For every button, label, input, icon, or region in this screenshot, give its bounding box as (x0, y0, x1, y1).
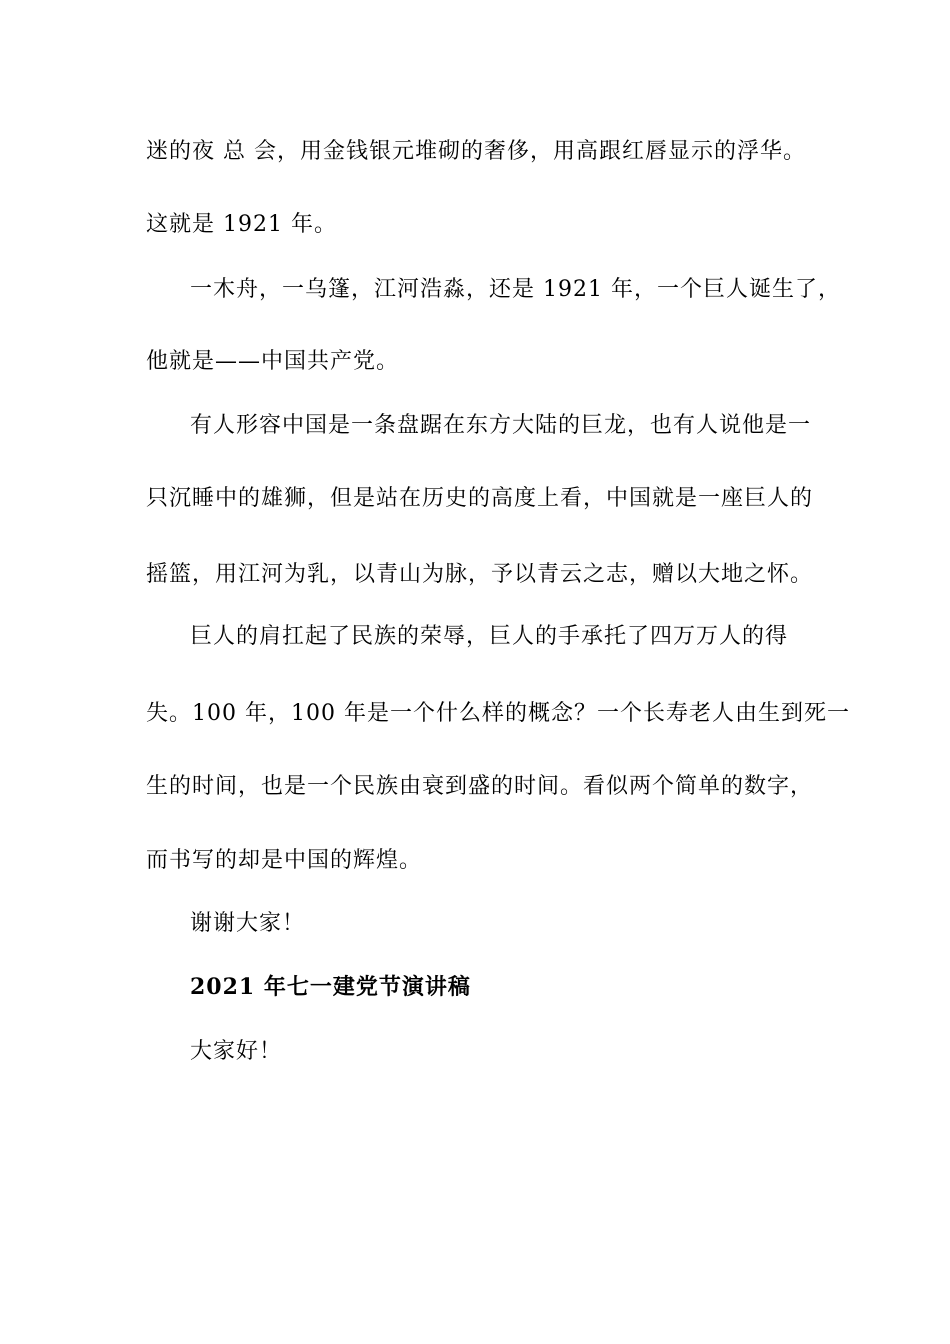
paragraph-line: 摇篮，用江河为乳，以青山为脉，予以青云之志，赠以大地之怀。 (146, 562, 814, 587)
paragraph-line: 这就是 1921 年。 (146, 212, 337, 237)
paragraph-line: 他就是——中国共产党。 (146, 349, 400, 374)
paragraph-line: 而书写的却是中国的辉煌。 (146, 848, 423, 873)
paragraph-line: 生的时间，也是一个民族由衰到盛的时间。看似两个简单的数字， (146, 774, 814, 799)
closing-thanks: 谢谢大家！ (190, 911, 306, 936)
paragraph-line: 巨人的肩扛起了民族的荣辱，巨人的手承托了四万万人的得 (190, 624, 789, 649)
paragraph-line: 迷的夜 总 会，用金钱银元堆砌的奢侈，用高跟红唇显示的浮华。 (146, 139, 806, 164)
paragraph-line: 只沉睡中的雄狮，但是站在历史的高度上看，中国就是一座巨人的 (146, 486, 814, 511)
greeting: 大家好！ (190, 1039, 283, 1064)
paragraph-line: 有人形容中国是一条盘踞在东方大陆的巨龙，也有人说他是一 (190, 413, 812, 438)
section-title: 2021 年七一建党节演讲稿 (190, 974, 471, 1000)
paragraph-line: 一木舟，一乌篷，江河浩淼，还是 1921 年，一个巨人诞生了， (190, 277, 841, 302)
paragraph-line: 失。100 年，100 年是一个什么样的概念？一个长寿老人由生到死一 (146, 701, 850, 726)
